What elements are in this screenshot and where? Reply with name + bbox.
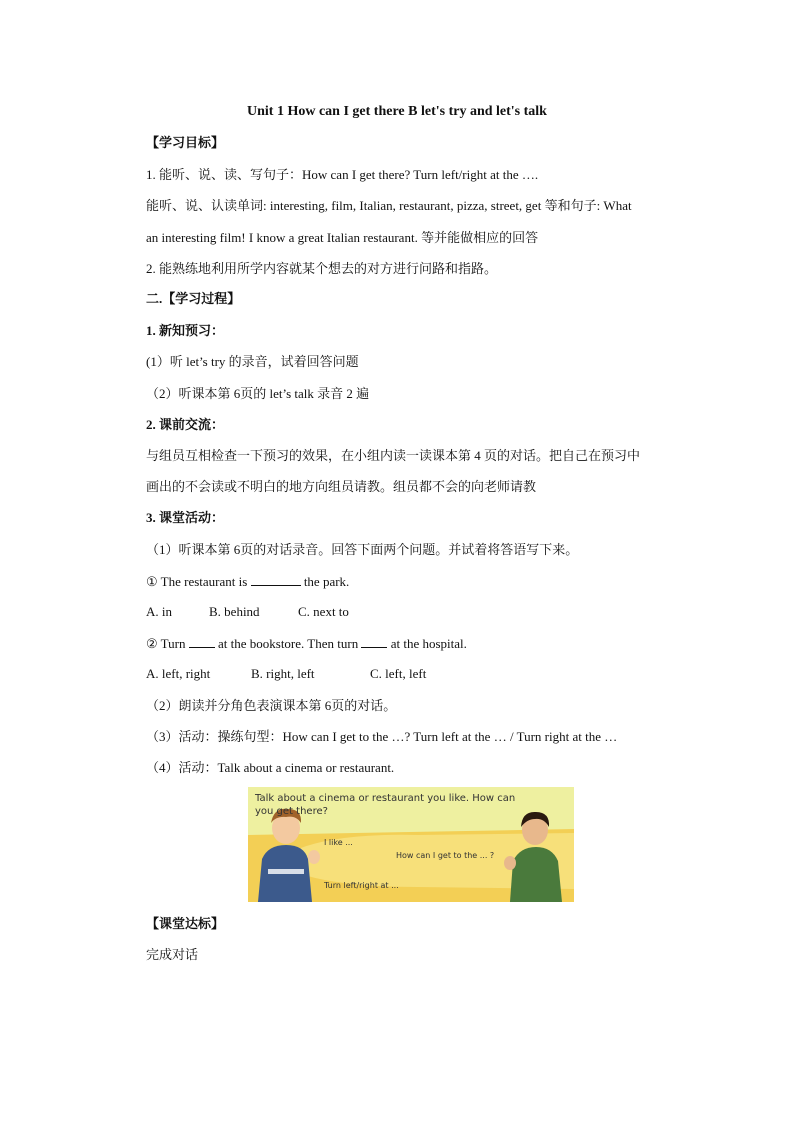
question-1-option-b: B. behind xyxy=(209,604,260,619)
section-1-heading: 1. 新知预习： xyxy=(146,323,225,338)
standard-text: 完成对话 xyxy=(146,947,199,962)
talk-illustration xyxy=(248,787,574,902)
question-2-options xyxy=(146,666,426,682)
process-heading: 二.【学习过程】 xyxy=(146,291,241,306)
question-2-text-middle: at the bookstore. Then turn xyxy=(218,636,359,651)
goal-2-line-1: 能听、说、认读单词: interesting, film, Italian, restaurant, pizza, street, get 等和句子: What xyxy=(146,198,632,213)
question-2-blank-1[interactable] xyxy=(189,635,215,648)
section-1-item-1: (1）听 let’s try 的录音，试着回答问题 xyxy=(146,354,359,369)
question-2-text-after: at the hospital. xyxy=(390,636,467,651)
speech-bubble-turn: Turn left/right at ... xyxy=(324,881,399,890)
question-1-option-c: C. next to xyxy=(298,604,349,619)
question-1-text-after: the park. xyxy=(303,574,350,589)
section-3-item-4: （4）活动：Talk about a cinema or restaurant. xyxy=(146,760,395,775)
question-1-text-before: The restaurant is xyxy=(160,574,248,589)
page-title: Unit 1 How can I get there B let's try and let's talk xyxy=(247,104,547,119)
question-2-option-a: A. left, right xyxy=(146,666,211,681)
question-2-blank-2[interactable] xyxy=(361,635,387,648)
section-2-line-1: 与组员互相检查一下预习的效果，在小组内读一读课本第 4 页的对话。把自己在预习中 xyxy=(146,448,641,463)
question-1-number: ① xyxy=(146,574,158,589)
question-1-options xyxy=(146,604,349,620)
section-3-heading: 3. 课堂活动： xyxy=(146,510,225,525)
question-2-number: ② xyxy=(146,636,158,651)
goals-heading: 【学习目标】 xyxy=(146,135,225,150)
question-1-option-a: A. in xyxy=(146,604,172,619)
speech-bubble-how-can: How can I get to the ... ? xyxy=(396,851,495,860)
question-1-blank[interactable] xyxy=(251,573,301,586)
section-3-item-1: （1）听课本第 6页的对话录音。回答下面两个问题。并试着将答语写下来。 xyxy=(146,542,579,557)
question-1 xyxy=(146,573,349,590)
goal-2-line-2: an interesting film! I know a great Italian restaurant. 等并能做相应的回答 xyxy=(146,230,539,245)
standard-heading: 【课堂达标】 xyxy=(146,916,225,931)
section-2-heading: 2. 课前交流： xyxy=(146,417,225,432)
question-2-option-b: B. right, left xyxy=(251,666,315,681)
section-3-item-3: （3）活动：操练句型：How can I get to the …? Turn left at the … / Turn right at the … xyxy=(146,729,618,744)
section-1-item-2: （2）听课本第 6页的 let’s talk 录音 2 遍 xyxy=(146,386,370,401)
illustration-prompt-line-1: Talk about a cinema or restaurant you like. How can xyxy=(255,793,516,804)
section-2-line-2: 画出的不会读或不明白的地方向组员请教。组员都不会的向老师请教 xyxy=(146,479,537,494)
question-2-text-before: Turn xyxy=(160,636,186,651)
goal-1: 1. 能听、说、读、写句子：How can I get there? Turn left/right at the …. xyxy=(146,167,539,182)
section-3-item-2: （2）朗读并分角色表演课本第 6页的对话。 xyxy=(146,698,397,713)
illustration-prompt-line-2: you get there? xyxy=(255,806,328,817)
question-2-option-c: C. left, left xyxy=(370,666,427,681)
speech-bubble-i-like: I like ... xyxy=(324,838,353,847)
goal-3: 2. 能熟练地利用所学内容就某个想去的对方进行问路和指路。 xyxy=(146,261,498,276)
illustration-background xyxy=(248,787,574,902)
question-2 xyxy=(146,635,467,652)
